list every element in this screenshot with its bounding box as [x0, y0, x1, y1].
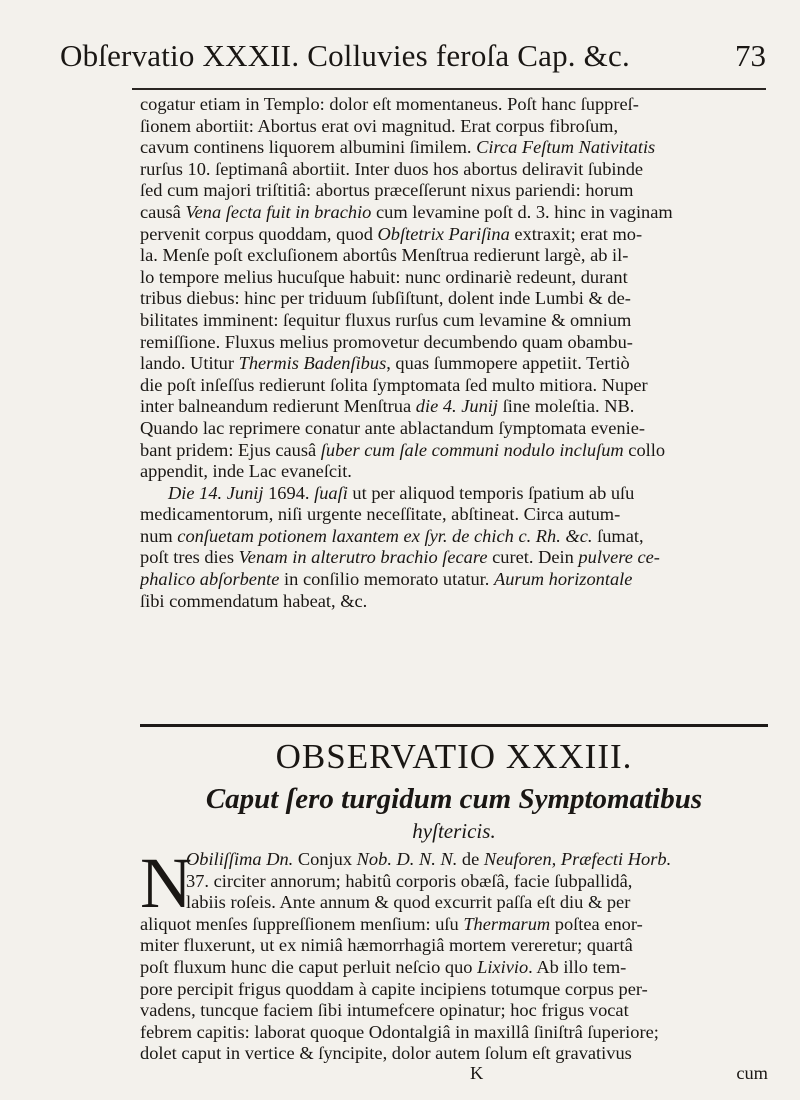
- text-line: [140, 569, 768, 591]
- italic-text: Die 14. Junij: [168, 482, 264, 503]
- italic-text: Nob. D. N. N.: [356, 849, 458, 869]
- text-run: ſibi commendatum habeat, &c.: [140, 590, 368, 611]
- text-line: [140, 483, 768, 505]
- text-line: [140, 137, 768, 159]
- text-line: [140, 935, 768, 957]
- italic-text: Obſtetrix Pariſina: [377, 223, 510, 244]
- text-line: [140, 375, 768, 397]
- text-run: extraxit; erat mo-: [509, 223, 643, 244]
- text-line: [140, 871, 768, 893]
- text-run: , quas ſummopere appetiit. Tertiò: [386, 353, 630, 374]
- observatio-33-heading: OBSERVATIO XXXIII.: [275, 737, 633, 776]
- text-run: num: [140, 525, 178, 546]
- text-line: [140, 547, 768, 569]
- text-run: pore percipit frigus quoddam à capite incipiens totumque corpus per-: [140, 978, 648, 999]
- text-line: [140, 159, 768, 181]
- text-line: [140, 504, 768, 526]
- text-run: pervenit corpus quoddam, quod: [140, 223, 378, 244]
- text-line: [140, 202, 768, 224]
- text-run: die poſt inſeſſus redierunt ſolita ſymptomata ſed multo mitiora. Nuper: [140, 374, 648, 395]
- text-run: remiſſione. Fluxus melius promovetur decumbendo quam obambu-: [140, 331, 633, 352]
- text-run: tribus diebus: hinc per triduum ſubſiſtunt, dolent inde Lumbi & de-: [140, 288, 631, 309]
- text-line: [140, 849, 768, 871]
- text-line: [140, 914, 768, 936]
- italic-text: Thermis Badenſibus: [238, 353, 387, 374]
- italic-text: ſuber cum ſale communi nodulo incluſum: [320, 439, 624, 460]
- text-line: [140, 461, 768, 483]
- text-line: [140, 267, 768, 289]
- text-line: [140, 1000, 768, 1022]
- drop-cap: N: [140, 843, 192, 923]
- text-run: ſumat,: [592, 525, 644, 546]
- text-run: la. Menſe poſt excluſionem abortûs Menſtrua redierunt largè, ab il-: [140, 245, 629, 266]
- text-run: curet. Dein: [487, 547, 579, 568]
- text-run: Conjux: [293, 849, 357, 869]
- header-rule: [132, 88, 766, 90]
- text-run: dolet caput in vertice & ſyncipite, dolor autem ſolum eſt gravativus: [140, 1043, 632, 1064]
- text-line: [140, 979, 768, 1001]
- text-run: cum levamine poſt d. 3. hinc in vaginam: [371, 201, 673, 222]
- text-line: [140, 245, 768, 267]
- text-run: ſine moleſtia. NB.: [498, 396, 635, 417]
- text-run: poſtea enor-: [550, 913, 643, 934]
- text-run: 37. circiter annorum; habitû corporis obæſâ, facie ſubpallidâ,: [186, 870, 633, 891]
- text-run: poſt tres dies: [140, 547, 239, 568]
- text-run: poſt fluxum hunc die caput perluit neſcio quo: [140, 956, 478, 977]
- text-run: Quando lac reprimere conatur ante ablactandum ſymptomata evenie-: [140, 417, 646, 438]
- text-run: bilitates imminent: ſequitur fluxus rurſus cum levamine & omnium: [140, 309, 632, 330]
- section-divider-rule: [140, 724, 768, 727]
- italic-text: conſuetam potionem laxantem ex ſyr. de chich c. Rh. &c.: [177, 525, 593, 546]
- text-run: bant pridem: Ejus causâ: [140, 439, 321, 460]
- text-line: [140, 418, 768, 440]
- text-run: . Ab illo tem-: [528, 956, 627, 977]
- text-run: de: [457, 849, 484, 869]
- page-number: 73: [735, 38, 766, 73]
- text-line: [140, 591, 768, 613]
- catchword: cum: [736, 1063, 768, 1083]
- text-run: 1694.: [263, 482, 315, 503]
- text-run: febrem capitis: laborat quoque Odontalgiâ in maxillâ ſiniſtrâ ſuperiore;: [140, 1021, 659, 1042]
- italic-text: ſuaſi: [314, 482, 348, 503]
- italic-text: phalico abſorbente: [140, 569, 280, 590]
- italic-text: Obiliſſima Dn.: [186, 849, 294, 869]
- text-run: ſed cum majori triſtitiâ: abortus præceſſerunt nixus pariendi: horum: [140, 180, 634, 201]
- text-line: [140, 180, 768, 202]
- text-line: [140, 892, 768, 914]
- italic-text: Circa Feſtum Nativitatis: [476, 137, 656, 158]
- observatio-32-text: [140, 94, 768, 612]
- italic-text: Thermarum: [463, 913, 551, 934]
- text-line: [140, 353, 768, 375]
- page-footer: [140, 1062, 768, 1084]
- text-run: aliquot menſes ſuppreſſionem menſium: uſu: [140, 913, 464, 934]
- text-run: ut per aliquod temporis ſpatium ab uſu: [347, 482, 635, 503]
- observatio-33-subtitle: Caput ſero turgidum cum Symptomatibus: [205, 783, 703, 815]
- italic-text: Venam in alterutro brachio ſecare: [238, 547, 488, 568]
- italic-text: die 4. Junij: [415, 396, 498, 417]
- text-run: medicamentorum, niſi urgente neceſſitate, abſtineat. Circa autum-: [140, 504, 621, 525]
- text-run: lo tempore melius hucuſque habuit: nunc ordinariè redeunt, durant: [140, 266, 628, 287]
- italic-text: Vena ſecta fuit in brachio: [185, 201, 372, 222]
- text-run: vadens, tuncque faciem ſibi intumefcere opinatur; hoc frigus vocat: [140, 1000, 629, 1021]
- text-run: cavum continens liquorem albumini ſimilem.: [140, 137, 477, 158]
- text-run: collo: [623, 439, 666, 460]
- text-run: ſionem abortiit: Abortus erat ovi magnitud. Erat corpus fibroſum,: [140, 115, 619, 136]
- text-line: [140, 224, 768, 246]
- text-run: inter balneandum redierunt Menſtrua: [140, 396, 416, 417]
- text-run: in conſilio memorato utatur.: [279, 569, 494, 590]
- text-line: [140, 440, 768, 462]
- text-run: cogatur etiam in Templo: dolor eſt momentaneus. Poſt hanc ſuppreſ-: [140, 94, 639, 114]
- italic-text: Neuforen, Præfecti Horb.: [483, 849, 672, 869]
- text-line: [140, 396, 768, 418]
- text-line: [140, 1022, 768, 1044]
- italic-text: Aurum horizontale: [493, 569, 633, 590]
- text-line: [140, 116, 768, 138]
- running-head-title: Obſervatio XXXII. Colluvies feroſa Cap. &c.: [60, 38, 630, 73]
- text-run: rurſus 10. ſeptimanâ abortiit. Inter duos hos abortus deliravit ſubinde: [140, 158, 644, 179]
- italic-text: pulvere ce-: [578, 547, 660, 568]
- signature-mark: K: [470, 1063, 484, 1083]
- text-line: [140, 288, 768, 310]
- italic-text: Lixivio: [477, 956, 529, 977]
- observatio-33-subtitle-continued: hyſtericis.: [412, 819, 496, 843]
- observatio-33-text: [140, 843, 768, 1065]
- text-run: causâ: [140, 201, 186, 222]
- running-head: [60, 38, 766, 84]
- text-line: [140, 94, 768, 116]
- text-line: [140, 526, 768, 548]
- text-line: [140, 957, 768, 979]
- text-run: lando. Utitur: [140, 353, 239, 374]
- text-line: [140, 332, 768, 354]
- text-line: [140, 310, 768, 332]
- text-run: appendit, inde Lac evaneſcit.: [140, 461, 352, 482]
- text-run: miter fluxerunt, ut ex nimiâ hæmorrhagiâ mortem vereretur; quartâ: [140, 935, 633, 956]
- text-run: labiis roſeis. Ante annum & quod excurrit paſſa eſt diu & per: [186, 892, 631, 913]
